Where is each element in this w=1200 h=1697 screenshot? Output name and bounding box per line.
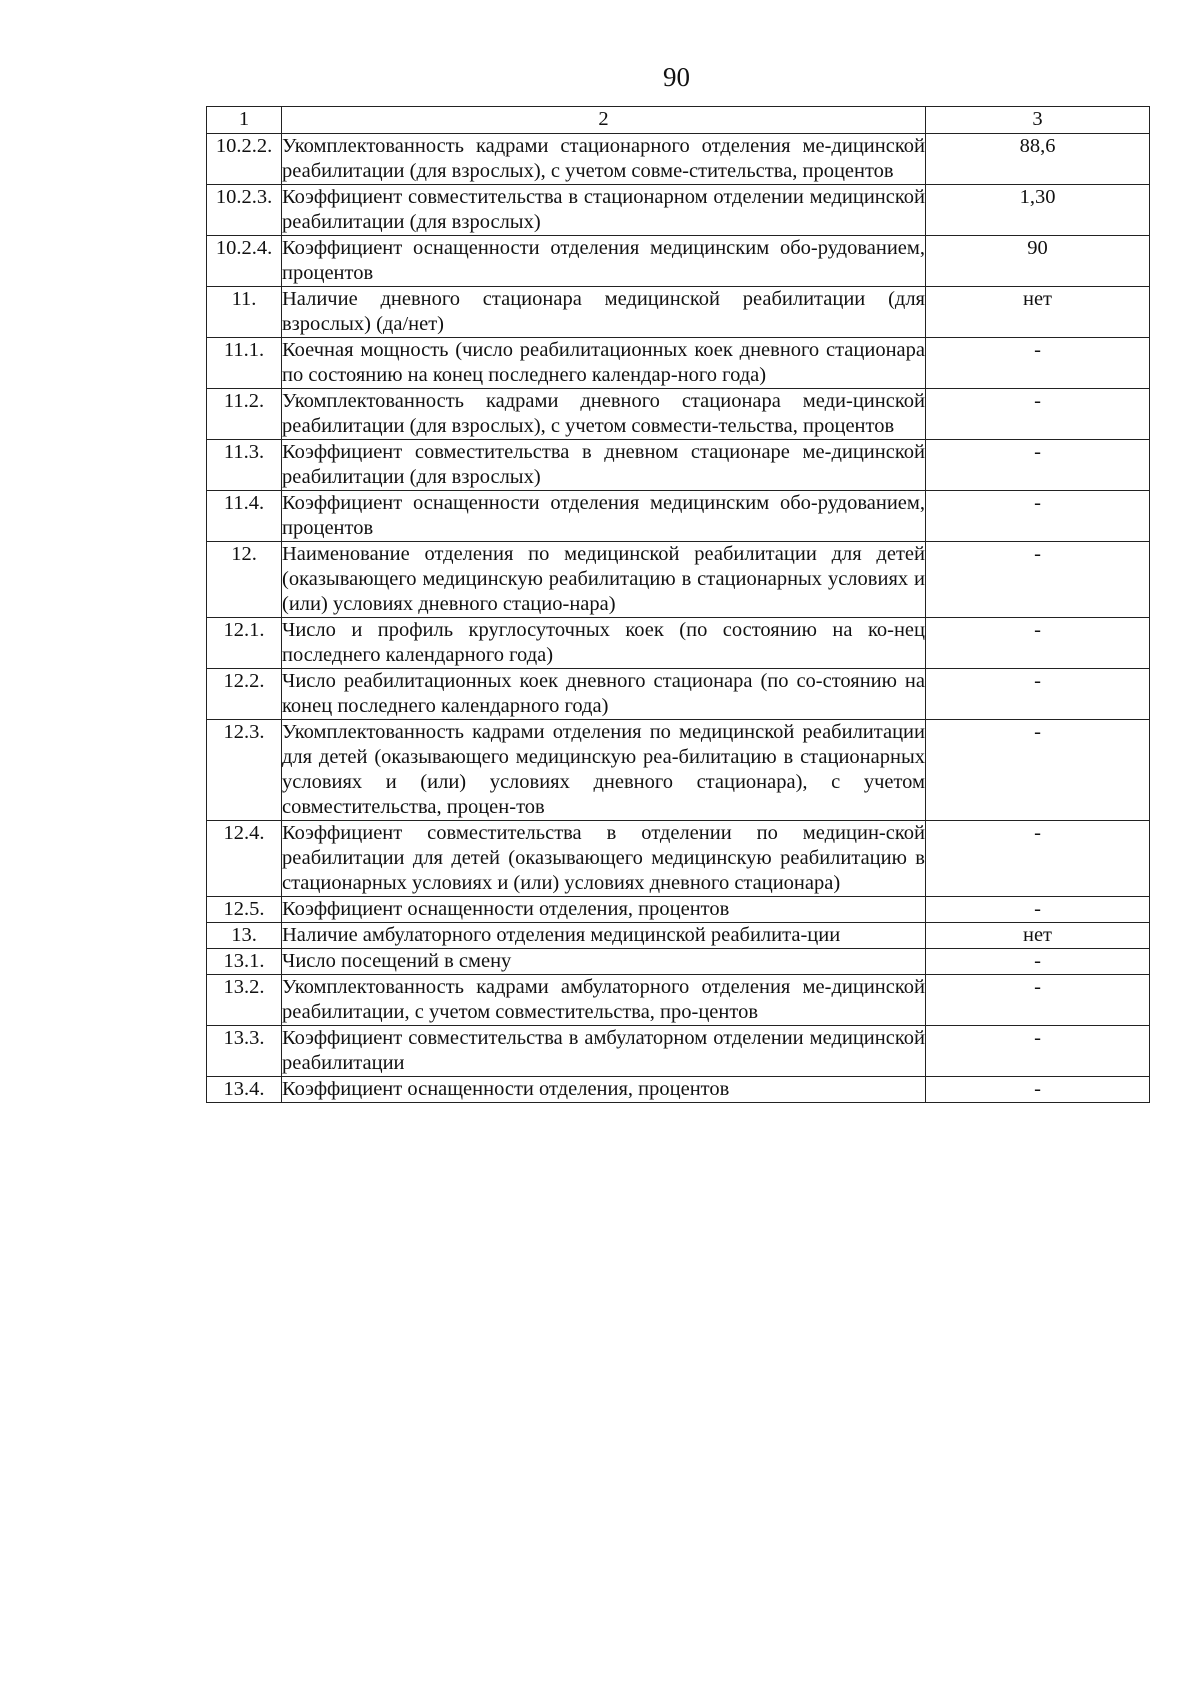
- row-value-cell: нет: [926, 287, 1150, 338]
- row-value-cell: -: [926, 720, 1150, 821]
- table-row: [207, 542, 1150, 618]
- row-number-cell: 11.1.: [207, 338, 282, 389]
- row-number-cell: 13.1.: [207, 949, 282, 975]
- row-value-cell: -: [926, 975, 1150, 1026]
- row-value-cell: -: [926, 440, 1150, 491]
- row-number-cell: 10.2.3.: [207, 185, 282, 236]
- table-row: [207, 338, 1150, 389]
- row-value-cell: -: [926, 491, 1150, 542]
- table-row: [207, 389, 1150, 440]
- row-indicator-cell: Коэффициент оснащенности отделения медицинским обо-рудованием, процентов: [282, 236, 926, 287]
- page-number: 90: [663, 62, 690, 92]
- table-row: [207, 1077, 1150, 1103]
- row-value-cell: -: [926, 821, 1150, 897]
- table-row: [207, 975, 1150, 1026]
- header-cell-number: 1: [207, 107, 282, 134]
- row-number-cell: 12.2.: [207, 669, 282, 720]
- row-value-cell: -: [926, 618, 1150, 669]
- header-cell-indicator: 2: [282, 107, 926, 134]
- table-body: [207, 107, 1150, 1103]
- table-row: [207, 236, 1150, 287]
- row-number-cell: 11.4.: [207, 491, 282, 542]
- row-value-cell: -: [926, 389, 1150, 440]
- header-cell-value: 3: [926, 107, 1150, 134]
- row-indicator-cell: Коэффициент совместительства в амбулаторном отделении медицинской реабилитации: [282, 1026, 926, 1077]
- row-value-cell: 88,6: [926, 134, 1150, 185]
- row-value-cell: -: [926, 542, 1150, 618]
- row-indicator-cell: Коэффициент совместительства в отделении по медицин-ской реабилитации для детей (оказывающего медицинскую реабилитацию в стационарных условиях и (или) условиях дневного стационара): [282, 821, 926, 897]
- row-number-cell: 12.1.: [207, 618, 282, 669]
- row-number-cell: 10.2.2.: [207, 134, 282, 185]
- row-indicator-cell: Коэффициент оснащенности отделения медицинским обо-рудованием, процентов: [282, 491, 926, 542]
- row-value-cell: -: [926, 949, 1150, 975]
- table-row: [207, 821, 1150, 897]
- table-header-row: [207, 107, 1150, 134]
- row-indicator-cell: Укомплектованность кадрами отделения по медицинской реабилитации для детей (оказывающего медицинскую реа-билитацию в стационарных условиях и (или) условиях дневного стационара), с учетом совместительства, процен-тов: [282, 720, 926, 821]
- row-indicator-cell: Наличие дневного стационара медицинской реабилитации (для взрослых) (да/нет): [282, 287, 926, 338]
- row-indicator-cell: Число посещений в смену: [282, 949, 926, 975]
- row-number-cell: 12.5.: [207, 897, 282, 923]
- row-value-cell: 90: [926, 236, 1150, 287]
- table-row: [207, 923, 1150, 949]
- row-indicator-cell: Коэффициент оснащенности отделения, процентов: [282, 1077, 926, 1103]
- row-indicator-cell: Укомплектованность кадрами дневного стационара меди-цинской реабилитации (для взрослых), с учетом совмести-тельства, процентов: [282, 389, 926, 440]
- table-row: [207, 897, 1150, 923]
- row-number-cell: 11.3.: [207, 440, 282, 491]
- row-value-cell: -: [926, 897, 1150, 923]
- table-row: [207, 618, 1150, 669]
- row-number-cell: 13.4.: [207, 1077, 282, 1103]
- table-row: [207, 134, 1150, 185]
- table-row: [207, 1026, 1150, 1077]
- table-row: [207, 440, 1150, 491]
- row-indicator-cell: Укомплектованность кадрами амбулаторного отделения ме-дицинской реабилитации, с учетом совместительства, про-центов: [282, 975, 926, 1026]
- row-indicator-cell: Коэффициент оснащенности отделения, процентов: [282, 897, 926, 923]
- table-row: [207, 720, 1150, 821]
- row-value-cell: 1,30: [926, 185, 1150, 236]
- row-number-cell: 13.2.: [207, 975, 282, 1026]
- row-number-cell: 11.: [207, 287, 282, 338]
- row-indicator-cell: Наличие амбулаторного отделения медицинской реабилита-ции: [282, 923, 926, 949]
- row-value-cell: -: [926, 338, 1150, 389]
- row-number-cell: 12.3.: [207, 720, 282, 821]
- row-indicator-cell: Коечная мощность (число реабилитационных коек дневного стационара по состоянию на конец последнего календар-ного года): [282, 338, 926, 389]
- table-row: [207, 669, 1150, 720]
- row-indicator-cell: Коэффициент совместительства в стационарном отделении медицинской реабилитации (для взрослых): [282, 185, 926, 236]
- row-number-cell: 13.: [207, 923, 282, 949]
- indicator-table: [206, 106, 1150, 1103]
- row-value-cell: -: [926, 669, 1150, 720]
- row-number-cell: 10.2.4.: [207, 236, 282, 287]
- row-number-cell: 12.: [207, 542, 282, 618]
- row-value-cell: -: [926, 1077, 1150, 1103]
- row-value-cell: нет: [926, 923, 1150, 949]
- row-indicator-cell: Укомплектованность кадрами стационарного отделения ме-дицинской реабилитации (для взрослых), с учетом совме-стительства, процентов: [282, 134, 926, 185]
- row-indicator-cell: Коэффициент совместительства в дневном стационаре ме-дицинской реабилитации (для взрослых): [282, 440, 926, 491]
- table-row: [207, 491, 1150, 542]
- row-indicator-cell: Число реабилитационных коек дневного стационара (по со-стоянию на конец последнего календарного года): [282, 669, 926, 720]
- table-row: [207, 949, 1150, 975]
- row-indicator-cell: Наименование отделения по медицинской реабилитации для детей (оказывающего медицинскую реабилитацию в стационарных условиях и (или) условиях дневного стацио-нара): [282, 542, 926, 618]
- row-number-cell: 12.4.: [207, 821, 282, 897]
- row-number-cell: 13.3.: [207, 1026, 282, 1077]
- row-value-cell: -: [926, 1026, 1150, 1077]
- row-indicator-cell: Число и профиль круглосуточных коек (по состоянию на ко-нец последнего календарного года): [282, 618, 926, 669]
- table-row: [207, 185, 1150, 236]
- row-number-cell: 11.2.: [207, 389, 282, 440]
- table-row: [207, 287, 1150, 338]
